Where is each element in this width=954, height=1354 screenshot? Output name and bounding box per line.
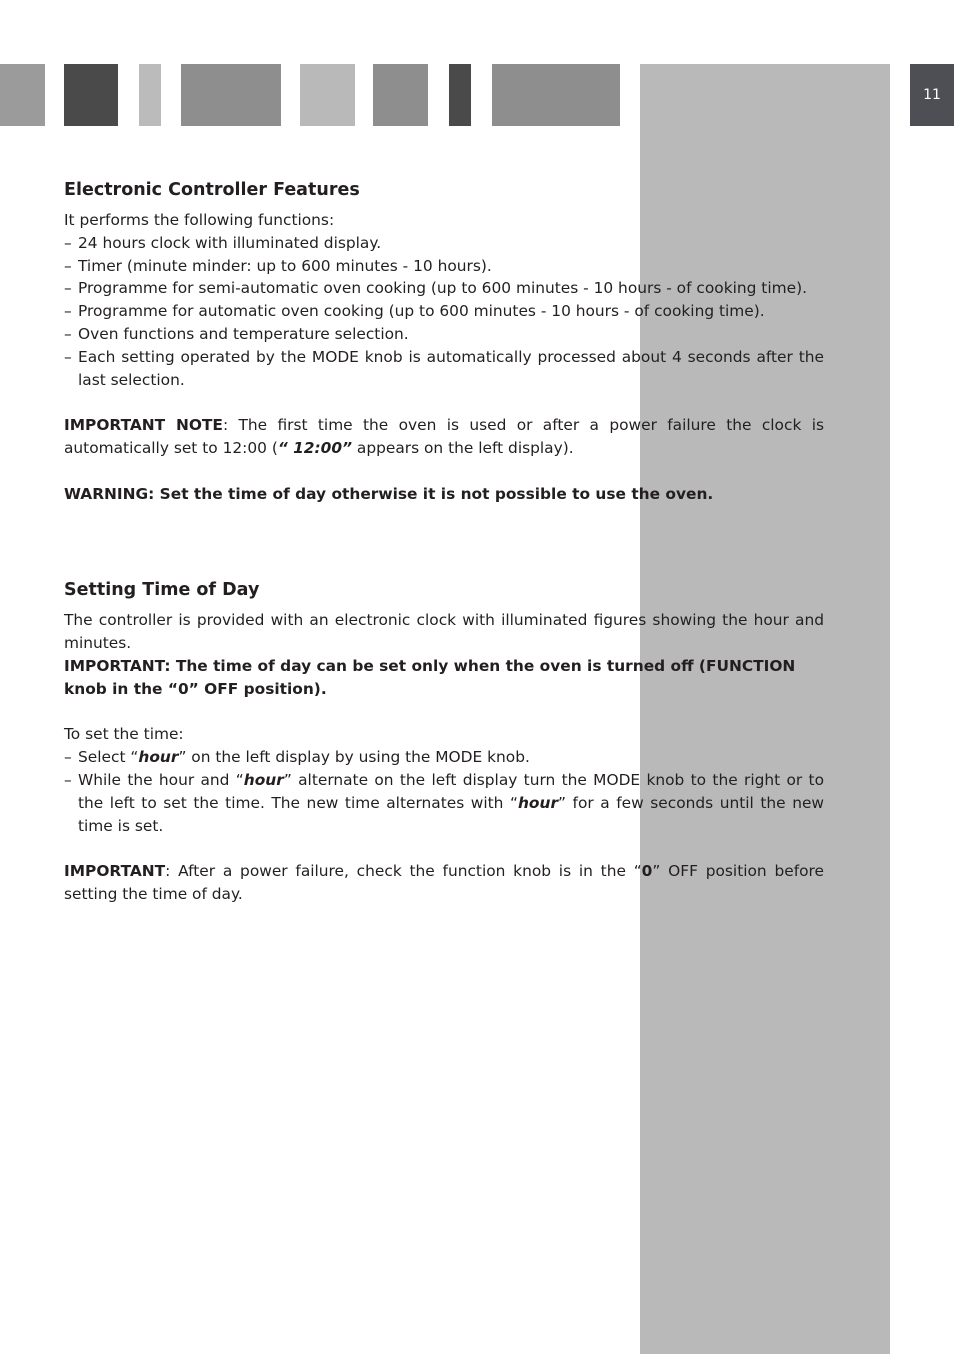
final-zero: 0 (641, 862, 653, 881)
header-block (64, 64, 118, 126)
step1-after: ” on the left display by using the MODE knob. (178, 748, 530, 767)
step2-middle: ” alternate on the left display turn the MODE knob to the right or to the left to set the time. The new time alternates with “ (78, 770, 824, 812)
intro-text: It performs the following functions: (64, 211, 335, 229)
step2-after: ” for a few seconds until the new time is set. (78, 793, 825, 835)
list-item: – Programme for automatic oven cooking (up to 600 minutes - 10 hours - of cooking time). (64, 300, 824, 323)
note-text-before: : The first time the oven is used or after a power failure the clock is automatically set to 12:00 ( (64, 416, 824, 457)
note-display-value: “ 12:00” (277, 438, 353, 457)
list-item: – Programme for semi-automatic oven cooking (up to 600 minutes - 10 hours - of cooking time). (64, 277, 824, 300)
important-off-note (64, 655, 824, 701)
note-text-after: appears on the left display). (352, 438, 574, 457)
clock-intro: The controller is provided with an electronic clock with illuminated figures showing the hour and minutes. (64, 611, 824, 653)
header-block (139, 64, 161, 126)
final-important (64, 860, 824, 906)
header-block (181, 64, 281, 126)
header-block (449, 64, 471, 126)
list-item: – Timer (minute minder: up to 600 minutes - 10 hours). (64, 255, 824, 278)
list-item: – Each setting operated by the MODE knob is automatically processed about 4 seconds after the last selection. (64, 346, 824, 392)
section-title-controller-features: Electronic Controller Features (64, 180, 360, 200)
warning-text (64, 483, 824, 506)
header-block (492, 64, 620, 126)
list-item (64, 746, 824, 769)
header-block (300, 64, 355, 126)
important-off-bold: IMPORTANT: The time of day can be set only when the oven is turned off (FUNCTION knob in the “0” OFF position). (64, 656, 796, 698)
step2-hour-word: hour (243, 770, 284, 789)
list-item: – Oven functions and temperature selection. (64, 323, 824, 346)
to-set-label: To set the time: (64, 725, 184, 744)
step1-before: Select “ (78, 748, 139, 767)
steps-list (64, 746, 824, 837)
final-important-label: IMPORTANT (64, 862, 166, 881)
page-content (64, 178, 824, 906)
final-after: ” OFF position before setting the time of day. (64, 862, 824, 903)
page-number: 11 (910, 64, 954, 126)
step1-hour-word: hour (138, 748, 179, 767)
list-item (64, 769, 824, 837)
section-title-setting-time: Setting Time of Day (64, 580, 260, 601)
final-before: : After a power failure, check the function knob is in the “ (165, 862, 642, 881)
list-item: – 24 hours clock with illuminated display. (64, 232, 824, 255)
step2-before: While the hour and “ (78, 770, 244, 789)
header-block (0, 64, 45, 126)
important-note (64, 414, 824, 460)
important-note-label: IMPORTANT NOTE (64, 416, 223, 435)
step2-hour-word: hour (517, 793, 559, 812)
header-block (373, 64, 428, 126)
feature-list (64, 232, 824, 392)
warning-bold: WARNING: Set the time of day otherwise it is not possible to use the oven. (64, 484, 714, 503)
